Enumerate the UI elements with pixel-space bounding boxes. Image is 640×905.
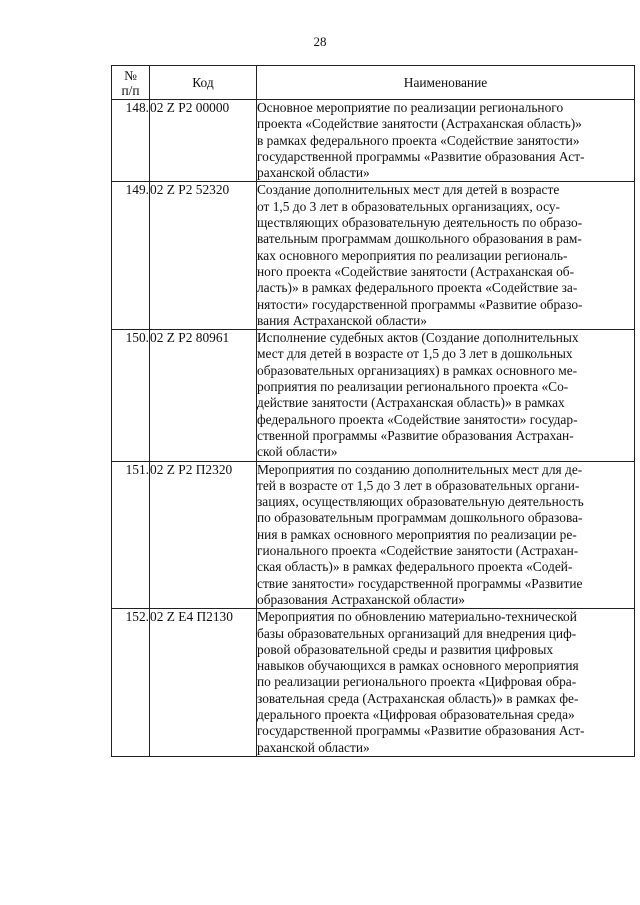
row-name-line: в рамках федерального проекта «Содействие занятости» — [257, 132, 580, 148]
row-name-line: федерального проекта «Содействие занятости» государ- — [257, 411, 578, 427]
row-name — [257, 182, 635, 330]
row-number: 152. — [112, 609, 150, 757]
budget-code-table — [111, 65, 635, 757]
row-name-line: Исполнение судебных актов (Создание дополнительных — [257, 330, 579, 346]
row-name-line: вательным программам дошкольного образования в рам- — [257, 231, 582, 247]
row-name-line: Создание дополнительных мест для детей в возрасте — [257, 182, 560, 198]
row-name-line: образования Астраханской области» — [257, 591, 465, 607]
row-name-line: от 1,5 до 3 лет в образовательных организациях, осу- — [257, 198, 561, 214]
row-name-line: тей в возрасте от 1,5 до 3 лет в образовательных органи- — [257, 477, 580, 493]
row-name-line: Мероприятия по созданию дополнительных мест для де- — [257, 461, 583, 477]
row-name-line: ская область)» в рамках федерального проекта «Содей- — [257, 559, 573, 575]
row-name-line: образовательных организациях) в рамках основного ме- — [257, 362, 578, 378]
table-row — [112, 182, 635, 330]
row-number: 149. — [112, 182, 150, 330]
row-name-line: государственной программы «Развитие образования Аст- — [257, 148, 585, 164]
table-row — [112, 100, 635, 182]
row-name-line: Мероприятия по обновлению материально-технической — [257, 609, 577, 625]
header-number-abbrev: п/п — [121, 82, 140, 98]
row-name-line: раханской области» — [257, 165, 370, 181]
row-name-line: по реализации регионального проекта «Цифровая обра- — [257, 674, 577, 690]
row-name — [257, 100, 635, 182]
row-name-line: нятости» государственной программы «Развитие образо- — [257, 296, 583, 312]
row-code: 02 Z P2 80961 — [150, 330, 257, 461]
row-code: 02 Z E4 П2130 — [150, 609, 257, 757]
row-name-line: ках основного мероприятия по реализации региональ- — [257, 247, 568, 263]
row-name-line: зовательная среда (Астраханская область)» в рамках фе- — [257, 690, 579, 706]
row-code: 02 Z P2 П2320 — [150, 461, 257, 609]
row-name-line: ствие занятости» государственной программы «Развитие — [257, 575, 583, 591]
row-name-line: раханской области» — [257, 739, 370, 755]
row-name-line: Основное мероприятие по реализации регионального — [257, 100, 564, 115]
header-code: Код — [150, 66, 257, 100]
row-name-line: ровой образовательной среды и развития цифровых — [257, 641, 554, 657]
row-name-line: базы образовательных организаций для внедрения циф- — [257, 625, 577, 641]
row-name-line: проекта «Содействие занятости (Астраханская область)» — [257, 116, 582, 132]
table-body — [112, 100, 635, 757]
row-name — [257, 609, 635, 757]
table-row — [112, 461, 635, 609]
row-number: 151. — [112, 461, 150, 609]
row-name-line: ской области» — [257, 444, 338, 460]
row-name-line: зациях, осуществляющих образовательную деятельность — [257, 494, 584, 510]
page-number: 28 — [313, 34, 327, 49]
row-name-line: гионального проекта «Содействие занятости (Астрахан- — [257, 543, 579, 559]
table-row — [112, 609, 635, 757]
row-name-line: мест для детей в возрасте от 1,5 до 3 лет в дошкольных — [257, 346, 573, 362]
header-number-symbol: № — [124, 67, 137, 83]
row-number: 150. — [112, 330, 150, 461]
table-row — [112, 330, 635, 461]
row-name-line: ственной программы «Развитие образования Астрахан- — [257, 427, 574, 443]
row-number: 148. — [112, 100, 150, 182]
row-name-line: ного проекта «Содействие занятости (Астраханская об- — [257, 263, 575, 279]
row-name — [257, 461, 635, 609]
row-name-line: роприятия по реализации регионального проекта «Со- — [257, 379, 569, 395]
row-name-line: действие занятости (Астраханская область)» в рамках — [257, 395, 565, 411]
row-name-line: государственной программы «Развитие образования Аст- — [257, 723, 585, 739]
row-name-line: по образовательным программам дошкольного образова- — [257, 510, 583, 526]
header-number — [112, 66, 150, 100]
row-name-line: дерального проекта «Цифровая образовательная среда» — [257, 706, 575, 722]
row-name-line: вания Астраханской области» — [257, 312, 427, 328]
row-name-line: ния в рамках основного мероприятия по реализации ре- — [257, 526, 577, 542]
table-header-row — [112, 66, 635, 100]
row-code: 02 Z P2 00000 — [150, 100, 257, 182]
row-name-line: ществляющих образовательную деятельность по образо- — [257, 215, 583, 231]
row-name-line: навыков обучающихся в рамках основного мероприятия — [257, 658, 579, 674]
row-name — [257, 330, 635, 461]
row-name-line: ласть)» в рамках федерального проекта «Содействие за- — [257, 280, 578, 296]
row-code: 02 Z P2 52320 — [150, 182, 257, 330]
header-name: Наименование — [257, 66, 635, 100]
